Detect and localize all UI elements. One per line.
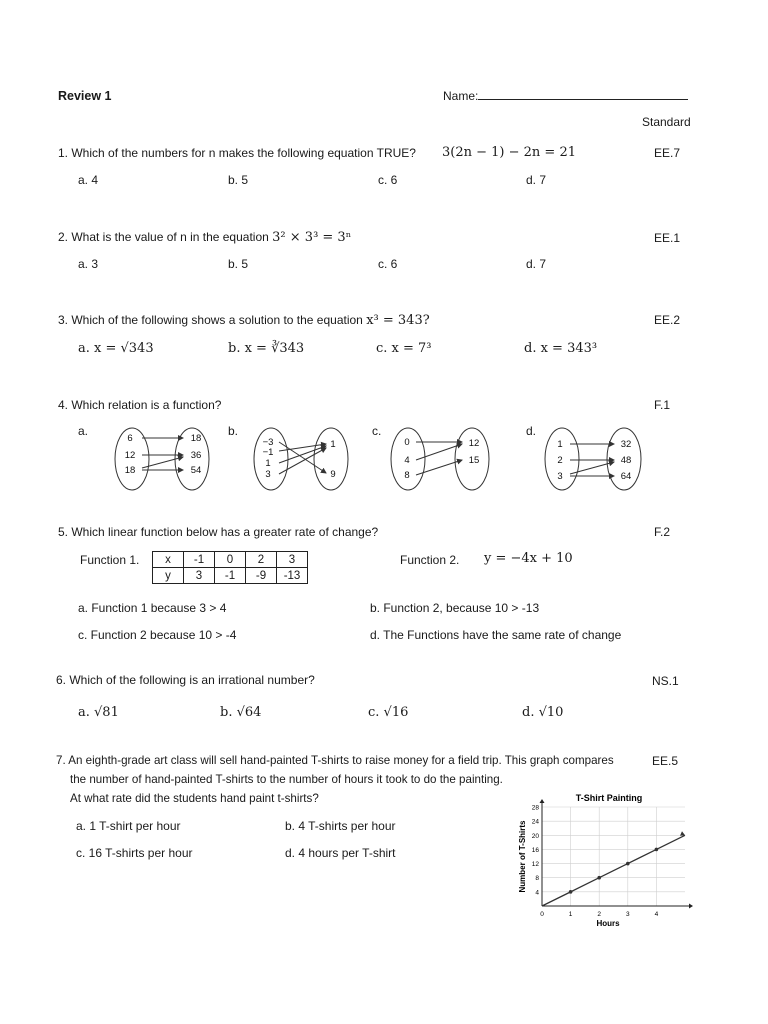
q6-choice-a[interactable]: a. √81: [78, 705, 119, 720]
table-cell: 3: [184, 568, 215, 584]
q7-standard: EE.5: [652, 754, 679, 768]
q6-standard: NS.1: [652, 674, 679, 688]
q4-label-c[interactable]: c.: [372, 424, 382, 438]
chart-y-tick-label: 24: [531, 818, 539, 826]
chart-title: T-Shirt Painting: [575, 793, 643, 803]
page-title: Review 1: [58, 89, 112, 103]
q7-choice-c[interactable]: c. 16 T-shirts per hour: [76, 846, 193, 860]
table-cell: x: [153, 552, 184, 568]
table-cell: y: [153, 568, 184, 584]
name-label: Name:: [443, 89, 479, 103]
chart-ylabel: Number of T-Shirts: [518, 820, 527, 893]
q2-standard: EE.1: [654, 231, 681, 245]
q4d-range-2: 48: [620, 455, 632, 466]
q2-equation: 3² × 3³ = 3ⁿ: [272, 230, 352, 245]
q3-standard: EE.2: [654, 313, 681, 327]
chart-x-tick-label: 0: [540, 911, 544, 918]
chart-y-arrow: [540, 799, 545, 803]
q4b-range-1: 1: [330, 439, 336, 450]
q4a-domain-3: 18: [124, 465, 136, 476]
q7-line-3: At what rate did the students hand paint t-shirts?: [70, 792, 319, 805]
q1-choice-b[interactable]: b. 5: [228, 173, 249, 187]
q5-function1-label: Function 1.: [80, 553, 140, 567]
standard-header: Standard: [642, 115, 691, 129]
q5-prompt: 5. Which linear function below has a greater rate of change?: [58, 525, 379, 539]
q5-choice-b[interactable]: b. Function 2, because 10 > -13: [370, 601, 540, 615]
q1-prompt: 1. Which of the numbers for n makes the following equation TRUE?: [58, 146, 416, 160]
chart-series-line: [542, 835, 685, 906]
table-cell: 2: [246, 552, 277, 568]
q5-choice-c[interactable]: c. Function 2 because 10 > -4: [78, 628, 237, 642]
q4d-domain-3: 3: [557, 471, 563, 482]
q5-function1-table: [152, 551, 308, 584]
table-cell: -13: [277, 568, 308, 584]
table-row: [153, 568, 308, 584]
chart-data-point: [569, 890, 573, 894]
q4b-domain-1: −3: [262, 437, 274, 448]
q3-choice-b[interactable]: b. x = ∛343: [228, 341, 305, 356]
q7-choice-b[interactable]: b. 4 T-shirts per hour: [285, 819, 396, 833]
q6-choice-d[interactable]: d. √10: [522, 705, 564, 720]
q4d-range-1: 32: [620, 439, 632, 450]
chart-data-point: [626, 862, 630, 866]
chart-series-arrow: [680, 831, 685, 836]
q5-standard: F.2: [654, 525, 671, 539]
q3-prompt: 3. Which of the following shows a solution to the equation: [58, 313, 363, 327]
q3-choice-c[interactable]: c. x = 7³: [376, 341, 432, 356]
q1-choice-a[interactable]: a. 4: [78, 173, 99, 187]
q5-function2-equation: y = −4x + 10: [484, 551, 573, 566]
chart-y-tick-label: 16: [531, 846, 539, 854]
table-cell: 0: [215, 552, 246, 568]
chart-y-tick-label: 12: [531, 861, 539, 869]
table-row: [153, 552, 308, 568]
q2-choice-b[interactable]: b. 5: [228, 257, 249, 271]
chart-xlabel: Hours: [596, 919, 620, 928]
q6-choice-b[interactable]: b. √64: [220, 705, 262, 720]
q5-function2-label: Function 2.: [400, 553, 460, 567]
q4d-domain-2: 2: [557, 455, 563, 466]
q4b-domain-2: −1: [262, 447, 274, 458]
chart-data-point: [655, 848, 659, 852]
q7-choice-a[interactable]: a. 1 T-shirt per hour: [76, 819, 181, 833]
q4c-domain-2: 4: [404, 455, 410, 466]
chart-x-tick-label: 2: [597, 911, 602, 918]
q4d-domain-1: 1: [557, 439, 563, 450]
q1-equation: 3(2n − 1) − 2n = 21: [442, 145, 576, 160]
q5-choice-d[interactable]: d. The Functions have the same rate of change: [370, 628, 622, 642]
q4a-range-3: 54: [190, 465, 202, 476]
tshirt-chart: [505, 785, 700, 935]
q4a-range-1: 18: [190, 433, 202, 444]
q4c-domain-1: 0: [404, 437, 410, 448]
q3-choice-a[interactable]: a. x = √343: [78, 341, 154, 356]
chart-y-tick-label: 8: [535, 875, 539, 883]
q5-choice-a[interactable]: a. Function 1 because 3 > 4: [78, 601, 227, 615]
q1-choice-c[interactable]: c. 6: [378, 173, 398, 187]
q4b-range-2: 9: [330, 469, 336, 480]
table-cell: -9: [246, 568, 277, 584]
chart-data-point: [597, 876, 601, 880]
q4-label-d[interactable]: d.: [526, 424, 537, 438]
q4b-domain-3: 1: [265, 458, 271, 469]
q4d-range-3: 64: [620, 471, 632, 482]
q4c-range-2: 15: [468, 455, 480, 466]
q4a-range-2: 36: [190, 450, 202, 461]
chart-x-tick-label: 4: [654, 911, 659, 918]
q1-choice-d[interactable]: d. 7: [526, 173, 547, 187]
q4c-range-1: 12: [468, 438, 480, 449]
q4-prompt: 4. Which relation is a function?: [58, 398, 222, 412]
q4a-domain-1: 6: [127, 433, 133, 444]
q4-label-b[interactable]: b.: [228, 424, 239, 438]
q3-equation: x³ = 343?: [366, 313, 430, 328]
q6-choice-c[interactable]: c. √16: [368, 705, 409, 720]
q2-choice-c[interactable]: c. 6: [378, 257, 398, 271]
q6-prompt: 6. Which of the following is an irrational number?: [56, 673, 315, 687]
q3-choice-d[interactable]: d. x = 343³: [524, 341, 598, 356]
chart-y-tick-label: 20: [531, 832, 539, 840]
chart-x-arrow: [689, 904, 693, 909]
q4b-domain-4: 3: [265, 469, 271, 480]
q2-prompt: 2. What is the value of n in the equation: [58, 230, 269, 244]
q7-choice-d[interactable]: d. 4 hours per T-shirt: [285, 846, 396, 860]
chart-y-tick-label: 28: [531, 804, 539, 812]
q1-standard: EE.7: [654, 146, 681, 160]
chart-x-tick-label: 1: [568, 911, 573, 918]
q7-line-1: 7. An eighth-grade art class will sell hand-painted T-shirts to raise money for a field trip. This graph compares: [56, 754, 614, 767]
table-cell: 3: [277, 552, 308, 568]
chart-x-tick-label: 3: [625, 911, 630, 918]
q4-label-a[interactable]: a.: [78, 424, 89, 438]
table-cell: -1: [184, 552, 215, 568]
q4-standard: F.1: [654, 398, 671, 412]
q2-choice-d[interactable]: d. 7: [526, 257, 547, 271]
table-cell: -1: [215, 568, 246, 584]
q2-choice-a[interactable]: a. 3: [78, 257, 99, 271]
chart-y-tick-label: 4: [535, 889, 539, 897]
q7-line-2: the number of hand-painted T-shirts to the number of hours it took to do the painting.: [70, 773, 503, 786]
q4a-domain-2: 12: [124, 450, 136, 461]
q4c-domain-3: 8: [404, 470, 410, 481]
